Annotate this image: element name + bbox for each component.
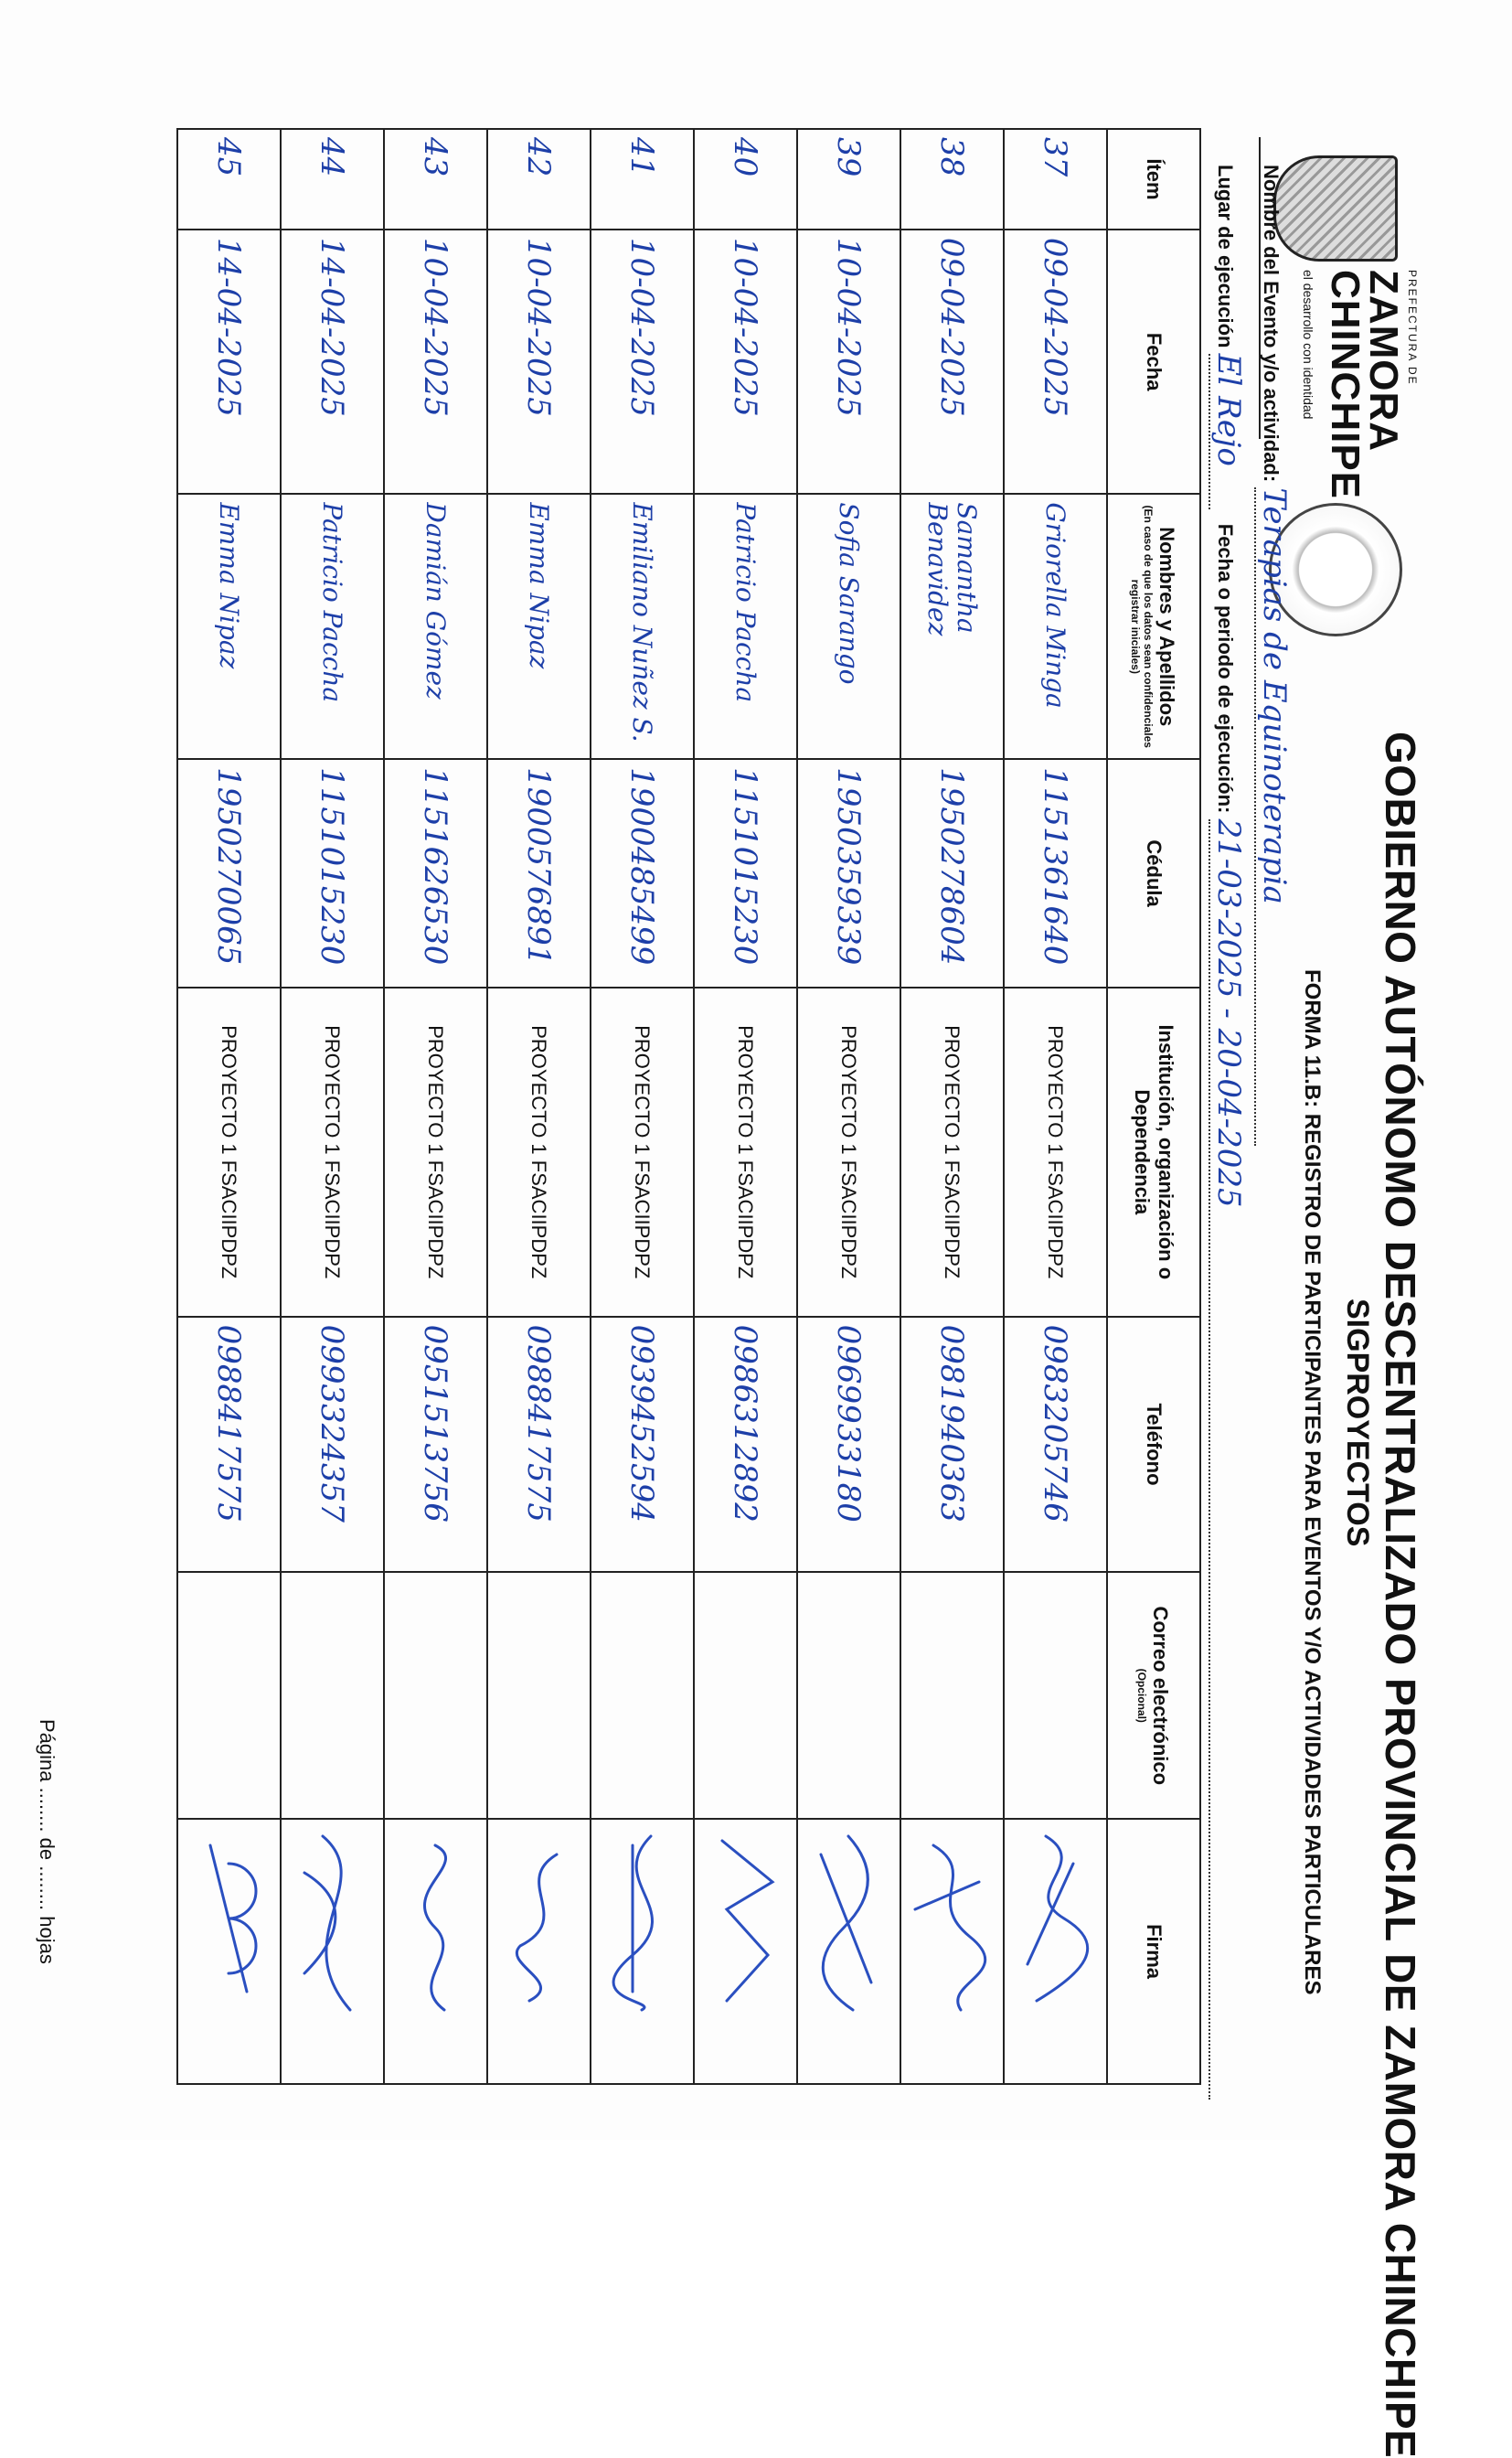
id-cell: 1151015230 (694, 759, 797, 988)
phone-cell: 0988417575 (177, 1317, 281, 1573)
id-cell: 1900576891 (487, 759, 591, 988)
id-cell: 1950270065 (177, 759, 281, 988)
header-names-note: (En caso de que los datos sean confidenciales registrar iniciales) (1129, 505, 1155, 748)
name-cell: Emiliano Nuñez S. (591, 494, 694, 759)
org-name-line-2: CHINCHIPE (1323, 270, 1368, 500)
phone-cell: 0939452594 (591, 1317, 694, 1573)
event-name-value: Terapias de Equinoterapia (1256, 487, 1293, 904)
date-cell: 14-04-2025 (177, 230, 281, 495)
header-email (1107, 1572, 1200, 1819)
org-name-line-1: ZAMORA (1361, 270, 1406, 453)
signature-scribble (390, 1827, 482, 2019)
phone-cell: 0988417575 (487, 1317, 591, 1573)
institution-cell: PROYECTO 1 FSACIIPDPZ (900, 988, 1004, 1317)
event-name-label: Nombre del Evento y/o actividad: (1260, 165, 1283, 483)
signature-cell (281, 1819, 384, 2084)
institution-cell: PROYECTO 1 FSACIIPDPZ (1004, 988, 1107, 1317)
header-names (1107, 494, 1200, 759)
table-row (384, 129, 487, 2084)
id-cell: 1151626530 (384, 759, 487, 988)
id-cell: 1950359339 (797, 759, 900, 988)
period-line (1209, 819, 1247, 2100)
name-cell: Griorella Minga (1004, 494, 1107, 759)
header-institution: Institución, organización o Dependencia (1107, 988, 1200, 1317)
date-cell: 10-04-2025 (591, 230, 694, 495)
table-row (797, 129, 900, 2084)
signature-scribble (700, 1827, 792, 2019)
system-name: SIGPROYECTOS (1340, 1298, 1375, 1547)
institution-cell: PROYECTO 1 FSACIIPDPZ (797, 988, 900, 1317)
item-cell: 40 (694, 129, 797, 230)
id-cell: 1950278604 (900, 759, 1004, 988)
period-label: Fecha o periodo de ejecución: (1214, 523, 1237, 814)
table-row (281, 129, 384, 2084)
name-cell: Patricio Paccha (281, 494, 384, 759)
table-row (1004, 129, 1107, 2084)
table-row (177, 129, 281, 2084)
table-row (694, 129, 797, 2084)
name-cell: Samantha Benavidez (900, 494, 1004, 759)
header-names-label: Nombres y Apellidos (1155, 527, 1178, 727)
item-cell: 38 (900, 129, 1004, 230)
phone-cell: 0993324357 (281, 1317, 384, 1573)
id-cell: 1151361640 (1004, 759, 1107, 988)
email-cell (177, 1572, 281, 1819)
date-cell: 14-04-2025 (281, 230, 384, 495)
phone-cell: 0969933180 (797, 1317, 900, 1573)
header-email-note: (Opcional) (1135, 1668, 1148, 1723)
institution-cell: PROYECTO 1 FSACIIPDPZ (694, 988, 797, 1317)
signature-scribble (597, 1827, 688, 2019)
email-cell (591, 1572, 694, 1819)
name-cell: Emma Nipaz (177, 494, 281, 759)
signature-cell (900, 1819, 1004, 2084)
name-cell: Patricio Paccha (694, 494, 797, 759)
phone-cell: 0951513756 (384, 1317, 487, 1573)
place-label: Lugar de ejecución (1214, 165, 1237, 348)
header-email-label: Correo electrónico (1149, 1606, 1172, 1786)
phone-cell: 0981940363 (900, 1317, 1004, 1573)
email-cell (900, 1572, 1004, 1819)
table-row (900, 129, 1004, 2084)
participants-table (176, 128, 1201, 2085)
id-cell: 1900485499 (591, 759, 694, 988)
org-small-label: PREFECTURA DE (1406, 270, 1419, 386)
date-cell: 09-04-2025 (900, 230, 1004, 495)
table-row (591, 129, 694, 2084)
institution-cell: PROYECTO 1 FSACIIPDPZ (384, 988, 487, 1317)
header-item: Ítem (1107, 129, 1200, 230)
institution-cell: PROYECTO 1 FSACIIPDPZ (281, 988, 384, 1317)
org-name (1323, 270, 1406, 500)
email-cell (281, 1572, 384, 1819)
signature-cell (694, 1819, 797, 2084)
email-cell (384, 1572, 487, 1819)
institution-cell: PROYECTO 1 FSACIIPDPZ (177, 988, 281, 1317)
signature-cell (591, 1819, 694, 2084)
institution-cell: PROYECTO 1 FSACIIPDPZ (591, 988, 694, 1317)
header-logos (1219, 119, 1439, 668)
table-header-row (1107, 129, 1200, 2084)
item-cell: 37 (1004, 129, 1107, 230)
email-cell (1004, 1572, 1107, 1819)
item-cell: 39 (797, 129, 900, 230)
header-phone: Teléfono (1107, 1317, 1200, 1573)
signature-cell (487, 1819, 591, 2084)
period-value: 21-03-2025 - 20-04-2025 (1210, 818, 1247, 1208)
date-cell: 09-04-2025 (1004, 230, 1107, 495)
name-cell: Emma Nipaz (487, 494, 591, 759)
header-signature: Firma (1107, 1819, 1200, 2084)
participants-body (177, 129, 1107, 2084)
event-name-field (1254, 165, 1293, 1146)
email-cell (487, 1572, 591, 1819)
name-cell: Damián Gómez (384, 494, 487, 759)
institution-cell: PROYECTO 1 FSACIIPDPZ (487, 988, 591, 1317)
item-cell: 42 (487, 129, 591, 230)
item-cell: 45 (177, 129, 281, 230)
signature-scribble (1010, 1827, 1102, 2019)
signature-scribble (804, 1827, 895, 2019)
email-cell (694, 1572, 797, 1819)
item-cell: 43 (384, 129, 487, 230)
signature-scribble (184, 1827, 275, 2019)
id-cell: 1151015230 (281, 759, 384, 988)
phone-cell: 0986312892 (694, 1317, 797, 1573)
header-id: Cédula (1107, 759, 1200, 988)
signature-cell (1004, 1819, 1107, 2084)
signature-scribble (287, 1827, 378, 2019)
form-title: FORMA 11.B: REGISTRO DE PARTICIPANTES PARA EVENTOS Y/O ACTIVIDADES PARTICULARES (1300, 969, 1325, 1995)
header-date: Fecha (1107, 230, 1200, 495)
date-cell: 10-04-2025 (487, 230, 591, 495)
place-value: El Rejo (1210, 353, 1247, 466)
org-tagline: el desarrollo con identidad (1301, 270, 1315, 420)
event-name-line (1254, 487, 1293, 1146)
phone-cell: 0983205746 (1004, 1317, 1107, 1573)
item-cell: 44 (281, 129, 384, 230)
signature-cell (797, 1819, 900, 2084)
email-cell (797, 1572, 900, 1819)
date-cell: 10-04-2025 (694, 230, 797, 495)
date-cell: 10-04-2025 (384, 230, 487, 495)
signature-scribble (494, 1827, 585, 2019)
place-period-field (1209, 165, 1247, 2100)
table-row (487, 129, 591, 2084)
name-cell: Sofia Sarango (797, 494, 900, 759)
date-cell: 10-04-2025 (797, 230, 900, 495)
item-cell: 41 (591, 129, 694, 230)
document-title: GOBIERNO AUTÓNOMO DESCENTRALIZADO PROVINCIAL DE ZAMORA CHINCHIPE (1377, 732, 1424, 2458)
page-counter: Página ........ de ........ hojas (36, 1719, 59, 1964)
place-line (1209, 354, 1247, 509)
signature-scribble (907, 1827, 998, 2019)
signature-cell (177, 1819, 281, 2084)
signature-cell (384, 1819, 487, 2084)
